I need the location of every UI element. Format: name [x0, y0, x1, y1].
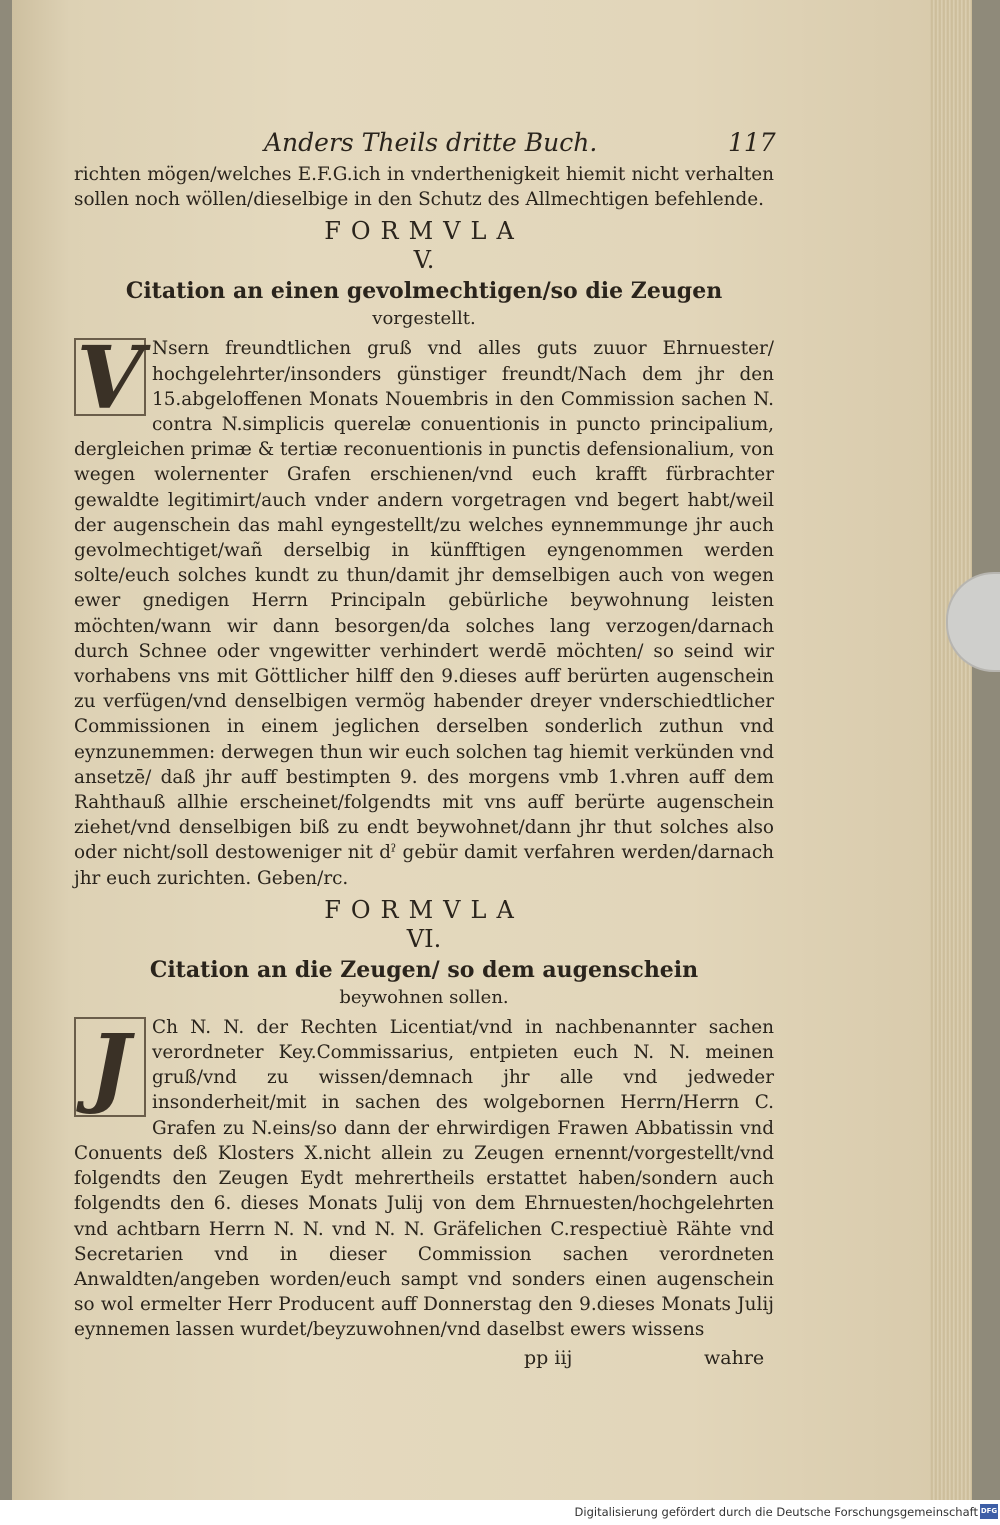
catchword: wahre — [704, 1346, 765, 1369]
page-header — [74, 128, 774, 162]
formula-v-body — [74, 328, 774, 890]
formula-v-text: Nsern freundtlichen gruß vnd alles guts zuuor Ehrnuester/ hochgelehrter/insonders günstiger freundt/Nach dem jhr den 15.abgeloffenen Monats Nouembris in den Commission sachen N. contra N.simplicis querelæ conuentionis in puncto principalium, dergleichen primæ & tertiæ reconuentionis in punctis defensionalium, von wegen wolernenter Grafen erschienen/vnd euch krafft fürbrachter gewaldte legitimirt/auch vnder andern vorgetragen vnd begert habt/weil der augenschein das mahl eyngestellt/zu welches eynnemmunge jhr auch gevolmechtiget/wañ derselbig in künfftigen eyngenommen werden solte/euch solches kundt zu thun/damit jhr demselbigen auch von wegen ewer gnedigen Herrn Principaln gebürliche beywohnung leisten möchten/wann wir dann besorgen/da solches lang verzogen/darnach durch Schnee oder vngewitter verhindert werdē möchten/ so seind wir vorhabens vns mit Göttlicher hilff den 9.dieses auff berürten augenschein zu verfügen/vnd denselbigen vermög habender dreyer vnderschiedtlicher Commissionen in einem jeglichen derselben sonderlich zuthun vnd eynzunemmen: derwegen thun wir euch solchen tag hiemit verkünden vnd ansetzē/ daß jhr auff bestimpten 9. des morgens vmb 1.vhren auff dem Rahthauß allhie erscheinet/folgendts mit vns auff berürte augenschein ziehet/vnd denselbigen biß zu endt beywohnet/dann jhr thut solches also oder nicht/soll destoweniger nit dˀ gebür damit verfahren werden/darnach jhr euch zurichten. Geben/rc. — [74, 338, 774, 889]
formula-v-numeral: V. — [413, 246, 435, 275]
formula-v-label: FORMVLA — [324, 217, 524, 246]
formula-vi-text: Ch N. N. der Rechten Licentiat/vnd in nachbenannter sachen verordneter Key.Commissarius, entpieten euch N. N. meinen gruß/vnd zu wissen/demnach jhr alle vnd jedweder insonderheit/mit in sachen des wolgebornen Herrn/Herrn C. Grafen zu N.eins/so dann der ehrwirdigen Frawen Abbatissin vnd Conuents deß Klosters X.nicht allein zu Zeugen ernennt/vorgestellt/vnd folgendts den Zeugen Eydt mehrertheils erstattet haben/sondern auch folgendts den 6. dieses Monats Julij von dem Ehrnuesten/hochgelehrten vnd achtbarn Herrn N. N. vnd N. N. Gräfelichen C.respectiuè Rähte vnd Secretarien vnd in dieser Commission sachen verordneten Anwaldten/angeben worden/euch sampt vnd sonders einen augenschein so wol ermelter Herr Producent auff Donnerstag den 9.dieses Monats Julij eynnemen lassen wurdet/beyzuwohnen/vnd daselbst ewers wissens — [74, 1016, 774, 1341]
decorated-initial-j: J — [74, 1017, 146, 1117]
credit-bar — [0, 1500, 1000, 1525]
formula-vi-subtitle: beywohnen sollen. — [339, 986, 509, 1008]
book-page — [12, 0, 972, 1500]
formula-vi-label: FORMVLA — [324, 895, 524, 924]
funding-credit: Digitalisierung gefördert durch die Deutsche Forschungsgemeinschaft — [574, 1505, 978, 1519]
decorated-initial-v: V — [74, 338, 146, 416]
formula-vi-numeral: VI. — [406, 924, 442, 953]
running-head: Anders Theils dritte Buch. — [264, 128, 598, 157]
formula-v-title: Citation an einen gevolmechtigen/so die Zeugen — [125, 278, 723, 305]
page-footer — [74, 1347, 774, 1375]
dfg-logo-icon: DFG — [980, 1504, 998, 1519]
page-number: 117 — [728, 128, 776, 157]
intro-paragraph: richten mögen/welches E.F.G.ich in vnderthenigkeit hiemit nicht verhalten sollen noch wöllen/dieselbige in den Schutz des Allmechtigen befehlende. — [74, 164, 774, 211]
formula-vi-title: Citation an die Zeugen/ so dem augenschein — [149, 956, 699, 983]
signature-mark: pp iij — [524, 1346, 573, 1369]
page-text — [74, 128, 774, 1375]
page-edges — [930, 0, 972, 1500]
formula-v-subtitle: vorgestellt. — [372, 308, 476, 330]
formula-vi-body — [74, 1015, 774, 1343]
